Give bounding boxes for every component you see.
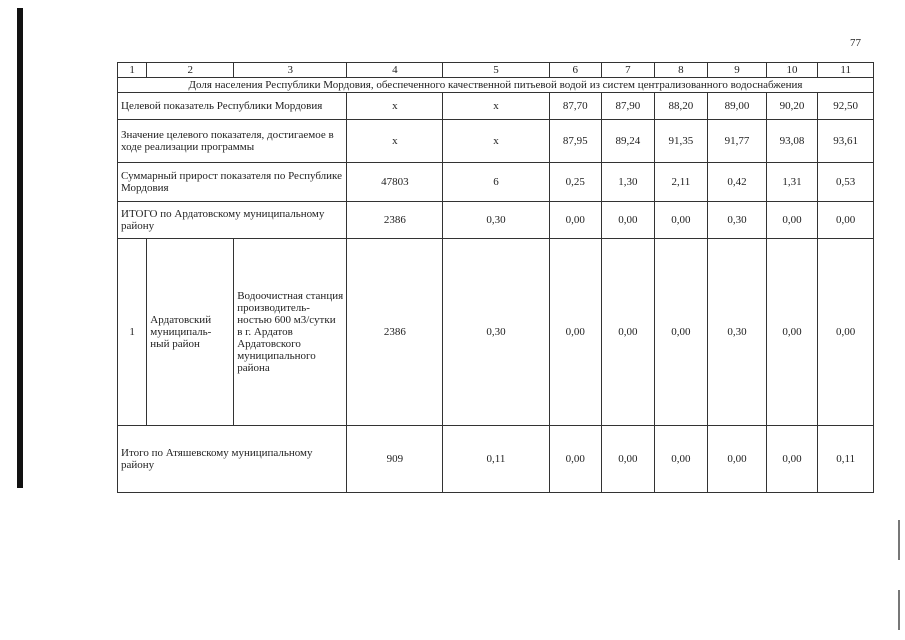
cell: 0,00 — [766, 426, 818, 493]
cell: 0,53 — [818, 163, 874, 202]
item-number: 1 — [118, 239, 147, 426]
table-row — [118, 93, 874, 120]
cell: 0,00 — [708, 426, 767, 493]
cell: х — [347, 120, 443, 163]
cell: 87,70 — [549, 93, 602, 120]
section-row — [118, 78, 874, 93]
row-label: Итого по Атяшевскому муниципальному району — [118, 426, 347, 493]
cell: 0,00 — [766, 202, 818, 239]
cell: 0,30 — [708, 239, 767, 426]
table-row — [118, 426, 874, 493]
column-header: 7 — [602, 63, 655, 78]
cell: 0,00 — [549, 239, 602, 426]
scan-mark — [898, 520, 900, 560]
cell: 0,00 — [654, 202, 708, 239]
cell: 6 — [443, 163, 549, 202]
district-name: Ардатовский муниципаль-ный район — [147, 239, 234, 426]
cell: 0,30 — [443, 239, 549, 426]
scan-mark — [898, 590, 900, 630]
row-label: ИТОГО по Ардатовскому муниципальному району — [118, 202, 347, 239]
column-header: 10 — [766, 63, 818, 78]
cell: 0,00 — [818, 239, 874, 426]
row-label: Суммарный прирост показателя по Республике Мордовия — [118, 163, 347, 202]
cell: 0,11 — [818, 426, 874, 493]
binding-bar — [17, 8, 23, 488]
column-header: 11 — [818, 63, 874, 78]
cell: 0,00 — [549, 202, 602, 239]
cell: 0,00 — [766, 239, 818, 426]
column-header: 5 — [443, 63, 549, 78]
cell: 909 — [347, 426, 443, 493]
cell: 0,00 — [602, 426, 655, 493]
table-row — [118, 163, 874, 202]
object-name: Водоочистная станция производитель-ностью 600 м3/сутки в г. Ардатов Ардатовского муниципального района — [234, 239, 347, 426]
data-table — [117, 62, 874, 493]
cell: 93,61 — [818, 120, 874, 163]
cell: 0,25 — [549, 163, 602, 202]
column-header: 2 — [147, 63, 234, 78]
cell: 0,00 — [654, 426, 708, 493]
cell: 92,50 — [818, 93, 874, 120]
table-row — [118, 239, 874, 426]
table-row — [118, 202, 874, 239]
cell: х — [347, 93, 443, 120]
cell: 0,30 — [443, 202, 549, 239]
column-header: 9 — [708, 63, 767, 78]
cell: 0,00 — [602, 239, 655, 426]
section-title: Доля населения Республики Мордовия, обеспеченного качественной питьевой водой из систем централизованного водоснабжения — [118, 78, 874, 93]
cell: 0,00 — [654, 239, 708, 426]
cell: 1,31 — [766, 163, 818, 202]
cell: 89,00 — [708, 93, 767, 120]
row-label: Целевой показатель Республики Мордовия — [118, 93, 347, 120]
cell: х — [443, 93, 549, 120]
cell: 90,20 — [766, 93, 818, 120]
cell: 2386 — [347, 202, 443, 239]
cell: 2386 — [347, 239, 443, 426]
column-header: 6 — [549, 63, 602, 78]
cell: 0,00 — [602, 202, 655, 239]
cell: 0,00 — [818, 202, 874, 239]
cell: 0,00 — [549, 426, 602, 493]
cell: 2,11 — [654, 163, 708, 202]
cell: 1,30 — [602, 163, 655, 202]
cell: 91,77 — [708, 120, 767, 163]
cell: 0,11 — [443, 426, 549, 493]
column-header: 8 — [654, 63, 708, 78]
table-row — [118, 120, 874, 163]
column-header: 4 — [347, 63, 443, 78]
cell: 87,90 — [602, 93, 655, 120]
cell: 0,42 — [708, 163, 767, 202]
page-number: 77 — [850, 37, 861, 49]
cell: 47803 — [347, 163, 443, 202]
cell: 0,30 — [708, 202, 767, 239]
cell: 89,24 — [602, 120, 655, 163]
header-row — [118, 63, 874, 78]
column-header: 1 — [118, 63, 147, 78]
cell: 91,35 — [654, 120, 708, 163]
cell: х — [443, 120, 549, 163]
cell: 88,20 — [654, 93, 708, 120]
cell: 87,95 — [549, 120, 602, 163]
column-header: 3 — [234, 63, 347, 78]
cell: 93,08 — [766, 120, 818, 163]
row-label: Значение целевого показателя, достигаемое в ходе реализации программы — [118, 120, 347, 163]
